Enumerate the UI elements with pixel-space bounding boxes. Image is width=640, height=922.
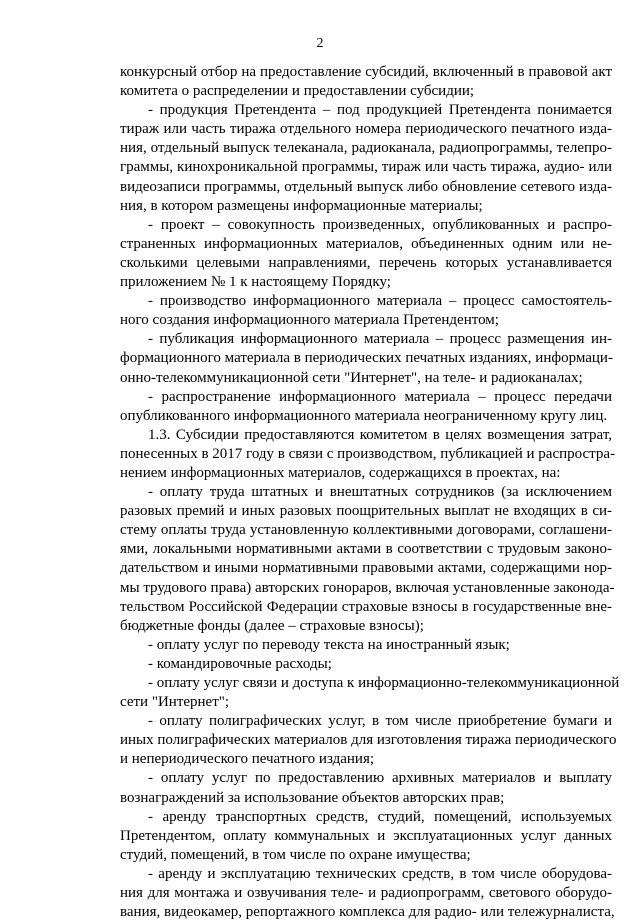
text-line: страненных информационных материалов, объединенных одним или не-	[120, 235, 612, 252]
text-line: - распространение информационного материала – процесс передачи	[148, 388, 612, 405]
text-line: сколькими целевыми направлениями, перечень которых устанавливается	[120, 254, 612, 271]
text-line: нением информационных материалов, содержащихся в проектах, на:	[120, 464, 561, 481]
text-line: и непериодического печатного издания;	[120, 751, 375, 768]
text-line: ями, локальными нормативными актами в соответствии с трудовым законо-	[120, 541, 612, 558]
text-line: конкурсный отбор на предоставление субсидий, включенный в правовой акт	[120, 64, 612, 80]
text-line: дательством и иными нормативными правовыми актами, содержащими нор-	[120, 560, 612, 577]
text-line: - оплату труда штатных и внештатных сотрудников (за исключением	[148, 484, 612, 501]
text-line: - оплату полиграфических услуг, в том числе приобретение бумаги и	[148, 713, 612, 730]
text-line: вознаграждений за использование объектов авторских прав;	[120, 789, 505, 806]
text-line: сети "Интернет";	[120, 694, 230, 711]
text-line: опубликованного информационного материала неограниченному кругу лиц.	[120, 407, 608, 424]
text-line: - аренду транспортных средств, студий, помещений, используемых	[148, 808, 612, 825]
text-line: - производство информационного материала – процесс самостоятель-	[148, 293, 612, 310]
text-line: вания, видеокамер, репортажного комплекса для радио- или тележурналиста,	[120, 904, 615, 921]
text-line: ного создания информационного материала Претендентом;	[120, 312, 499, 329]
text-line: иных полиграфических материалов для изготовления тиража периодического	[120, 732, 617, 749]
text-line: ния для монтажа и озвучивания теле- и радиопрограмм, светового оборудо-	[120, 885, 612, 902]
text-line: разовых премий и иных разовых поощрительных выплат не входящих в си-	[120, 503, 612, 520]
text-line: Претендентом, оплату коммунальных и эксплуатационных услуг данных	[120, 827, 612, 844]
text-line: - оплату услуг связи и доступа к информационно-телекоммуникационной	[148, 675, 620, 691]
text-line: - оплату услуг по предоставлению архивных материалов и выплату	[148, 770, 612, 787]
text-line: стему оплаты труда установленную коллективными договорами, соглашени-	[120, 522, 612, 539]
text-line: 1.3. Субсидии предоставляются комитетом в целях возмещения затрат,	[148, 426, 612, 443]
text-line: мы трудового права) авторских гонораров, включая установленные законода-	[120, 579, 615, 596]
text-line: - проект – совокупность произведенных, опубликованных и распро-	[148, 216, 612, 233]
text-line: тельством Российской Федерации страховые взносы в государственные вне-	[120, 598, 612, 615]
text-line: видеозаписи программы, отдельный выпуск либо обновление сетевого изда-	[120, 178, 612, 195]
text-line: понесенных в 2017 году в связи с производством, публикацией и распростра-	[120, 445, 616, 462]
text-line: комитета о распределении и предоставлении субсидии;	[120, 83, 475, 100]
text-line: - продукция Претендента – под продукцией Претендента понимается	[148, 102, 612, 119]
text-line: онно-телекоммуникационной сети "Интернет", на теле- и радиоканалах;	[120, 369, 583, 386]
page-number: 2	[316, 36, 324, 51]
text-line: формационного материала в периодических печатных изданиях, информаци-	[120, 350, 613, 367]
text-line: - оплату услуг по переводу текста на иностранный язык;	[148, 636, 510, 653]
text-line: - публикация информационного материала – процесс размещения ин-	[148, 331, 612, 348]
document-body	[120, 63, 620, 922]
text-line: приложением № 1 к настоящему Порядку;	[120, 274, 391, 291]
text-line: студий, помещений, в том числе по охране имущества;	[120, 846, 471, 863]
text-line: тираж или часть тиража отдельного номера периодического печатного изда-	[120, 121, 612, 138]
text-line: ния, отдельный выпуск телеканала, радиоканала, радиопрограммы, телепро-	[120, 140, 612, 157]
text-line: - командировочные расходы;	[148, 655, 332, 672]
text-line: ния, в котором размещены информационные материалы;	[120, 197, 483, 214]
text-line: бюджетные фонды (далее – страховые взносы);	[120, 617, 424, 634]
text-line: - аренду и эксплуатацию технических средств, в том числе оборудова-	[148, 865, 612, 882]
text-line: граммы, кинохроникальной программы, тираж или часть тиража, аудио- или	[120, 159, 612, 176]
